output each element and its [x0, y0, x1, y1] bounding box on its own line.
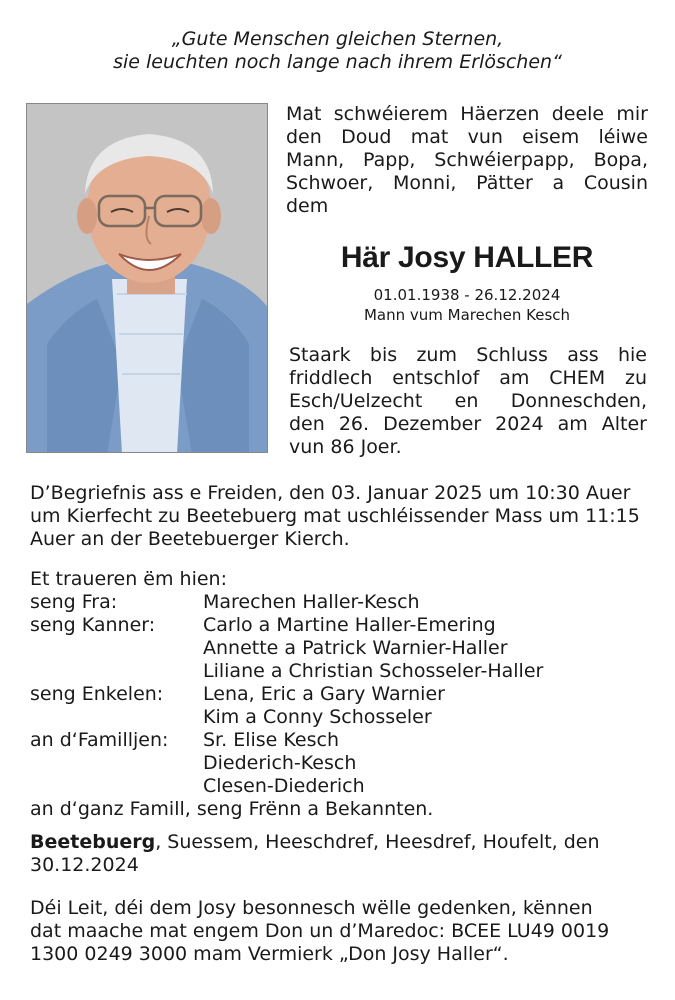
mourner-name: Carlo a Martine Haller-Emering [203, 614, 496, 636]
intro-line: den Doud mat vun eisem léiwe [286, 126, 648, 148]
mourner-label [30, 775, 203, 798]
mourners-list [30, 568, 650, 821]
passing-line: vun 86 Joer. [289, 436, 402, 458]
intro-line: Schwoer, Monni, Pätter a Cousin [286, 172, 648, 194]
mourners-heading: Et traueren ëm hien: [30, 568, 227, 590]
deceased-name: Här Josy HALLER [340, 241, 594, 274]
donation-line: dat maache mat engem Don un d’Maredoc: BCEE LU49 0019 [30, 920, 610, 942]
mourner-name: Diederich-Kesch [203, 752, 357, 774]
mourner-row [30, 706, 650, 729]
mourner-label: an d‘Familljen: [30, 729, 169, 751]
mourner-label: seng Kanner: [30, 614, 156, 636]
place-line [30, 831, 650, 854]
mourner-name: Liliane a Christian Schosseler-Haller [203, 660, 544, 682]
place-date [30, 831, 650, 877]
passing-line: Staark bis zum Schluss ass hie [289, 344, 647, 366]
mourner-row [30, 752, 650, 775]
quote-line-1: „Gute Menschen gleichen Sternen, [171, 28, 504, 50]
mourner-label: seng Fra: [30, 591, 118, 613]
mourner-name: Sr. Elise Kesch [203, 729, 339, 751]
mourner-label [30, 637, 203, 660]
mourner-row [30, 775, 650, 798]
mourner-row [30, 637, 650, 660]
mourner-name: Annette a Patrick Warnier-Haller [203, 637, 508, 659]
mourner-row [30, 683, 650, 706]
passing-text [289, 344, 647, 459]
place-town: Beetebuerg [30, 831, 156, 853]
mourner-row [30, 591, 650, 614]
passing-line: friddlech entschlof am CHEM zu [289, 367, 647, 389]
epigraph-quote [0, 28, 675, 74]
mourner-label: seng Enkelen: [30, 683, 164, 705]
quote-line-2: sie leuchten noch lange nach ihrem Erlöschen“ [113, 51, 562, 73]
life-dates-block [286, 285, 648, 325]
mourner-label [30, 660, 203, 683]
mourner-name: Kim a Conny Schosseler [203, 706, 432, 728]
mourner-row [30, 660, 650, 683]
donation-line: 1300 0249 3000 mam Vermierk „Don Josy Haller“. [30, 943, 509, 965]
funeral-line: um Kierfecht zu Beetebuerg mat uschléissender Mass um 11:15 [30, 505, 640, 527]
mourner-name: Lena, Eric a Gary Warnier [203, 683, 445, 705]
mourner-label [30, 752, 203, 775]
intro-text [286, 103, 648, 218]
donation-note [30, 897, 650, 966]
intro-line: Mat schwéierem Häerzen deele mir [286, 103, 648, 125]
donation-line: Déi Leit, déi dem Josy besonnesch wëlle gedenken, kënnen [30, 897, 593, 919]
mourner-row [30, 729, 650, 752]
mourner-row [30, 614, 650, 637]
spouse-line: Mann vum Marechen Kesch [363, 306, 571, 324]
place-date-value: 30.12.2024 [30, 854, 139, 876]
funeral-line: D’Begriefnis ass e Freiden, den 03. Januar 2025 um 10:30 Auer [30, 482, 631, 504]
place-rest: , Suessem, Heeschdref, Heesdref, Houfelt, den [155, 831, 600, 853]
passing-line: Esch/Uelzecht en Donneschden, [289, 390, 647, 412]
mourner-name: Marechen Haller-Kesch [203, 591, 420, 613]
passing-line: den 26. Dezember 2024 am Alter [289, 413, 647, 435]
mourners-closing: an d‘ganz Famill, seng Frënn a Bekannten. [30, 798, 434, 820]
funeral-line: Auer an der Beetebuerger Kierch. [30, 528, 350, 550]
portrait-photo [26, 103, 268, 453]
life-dates: 01.01.1938 - 26.12.2024 [373, 286, 561, 304]
intro-line: dem [286, 195, 329, 217]
mourner-label [30, 706, 203, 729]
intro-line: Mann, Papp, Schwéierpapp, Bopa, [286, 149, 648, 171]
funeral-details [30, 482, 650, 551]
mourner-name: Clesen-Diederich [203, 775, 365, 797]
